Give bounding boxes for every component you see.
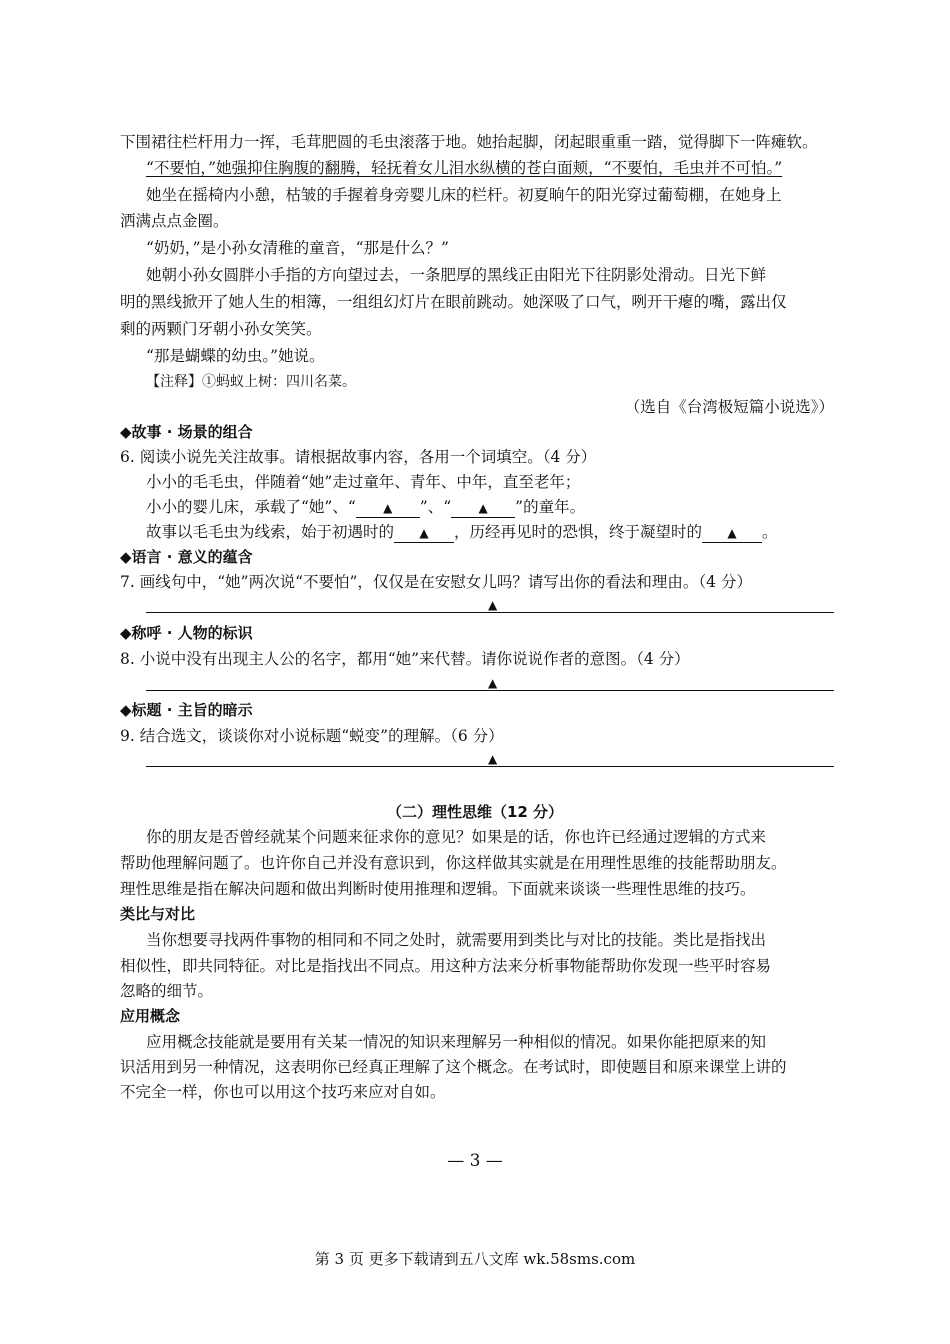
fill-blank[interactable]: ▲ — [394, 524, 454, 543]
underlined-sentence: “不要怕，”她强抑住胸腹的翻腾，轻抚着女儿泪水纵横的苍白面颊，“不要怕，毛虫并不可怕。” — [146, 159, 783, 177]
answer-line[interactable] — [146, 612, 834, 613]
story-paragraph-line: 下围裙往栏杆用力一挥，毛茸肥圆的毛虫滚落于地。她抬起脚，闭起眼重重一踏，觉得脚下一阵瘫软。 — [120, 133, 818, 151]
page-number: — 3 — — [447, 1151, 503, 1171]
subheading-concept: 应用概念 — [120, 1007, 181, 1025]
story-paragraph-line: 她朝小孙女圆胖小手指的方向望过去，一条肥厚的黑线正由阳光下往阴影处滑动。日光下鲜 — [146, 266, 767, 284]
question-9: 9. 结合选文，谈谈你对小说标题“蜕变”的理解。（6 分） — [120, 727, 504, 745]
fill-blank[interactable]: ▲ — [451, 499, 515, 518]
section-heading-language: ◆语言 · 意义的蕴含 — [120, 548, 253, 566]
fill-blank[interactable]: ▲ — [356, 499, 420, 518]
section-heading-naming: ◆称呼 · 人物的标识 — [120, 624, 253, 642]
story-paragraph-line: “那是蝴蝶的幼虫。”她说。 — [146, 347, 325, 365]
source-citation: （选自《台湾极短篇小说选》） — [624, 398, 834, 416]
question-6-text: ”的童年。 — [515, 498, 586, 516]
intro-paragraph-line: 理性思维是指在解决问题和做出判断时使用推理和逻辑。下面就来谈谈一些理性思维的技巧。 — [120, 880, 756, 898]
question-6-text: ，历经再见时的恐惧，终于凝望时的 — [454, 523, 703, 541]
answer-marker: ▲ — [488, 752, 498, 766]
question-6-line-3 — [146, 521, 778, 543]
answer-marker: ▲ — [488, 598, 498, 612]
question-6-text: ”、“ — [419, 498, 452, 516]
question-6-line-1: 小小的毛毛虫，伴随着“她”走过童年、青年、中年，直至老年； — [146, 473, 581, 491]
question-6-line-2 — [146, 496, 585, 518]
section-heading-story: ◆故事 · 场景的组合 — [120, 423, 253, 441]
question-7: 7. 画线句中，“她”两次说“不要怕”，仅仅是在安慰女儿吗？请写出你的看法和理由。（4 分） — [120, 573, 752, 591]
story-paragraph-line: 明的黑线掀开了她人生的相簿，一组组幻灯片在眼前跳动。她深吸了口气，咧开干瘪的嘴，露出仅 — [120, 293, 787, 311]
story-paragraph-line: 剩的两颗门牙朝小孙女笑笑。 — [120, 320, 322, 338]
concept-paragraph-line: 应用概念技能就是要用有关某一情况的知识来理解另一种相似的情况。如果你能把原来的知 — [146, 1033, 767, 1051]
annotation-note: 【注释】①蚂蚁上树：四川名菜。 — [146, 374, 356, 390]
analogy-paragraph-line: 相似性，即共同特征。对比是指找出不同点。用这种方法来分析事物能帮助你发现一些平时容易 — [120, 957, 772, 975]
intro-paragraph-line: 你的朋友是否曾经就某个问题来征求你的意见？如果是的话，你也许已经通过逻辑的方式来 — [146, 828, 767, 846]
analogy-paragraph-line: 当你想要寻找两件事物的相同和不同之处时，就需要用到类比与对比的技能。类比是指找出 — [146, 931, 767, 949]
question-6-text: 。 — [762, 523, 778, 541]
intro-paragraph-line: 帮助他理解问题了。也许你自己并没有意识到，你这样做其实就是在用理性思维的技能帮助朋友。 — [120, 854, 787, 872]
story-paragraph-line: 洒满点点金圈。 — [120, 212, 229, 230]
concept-paragraph-line: 不完全一样，你也可以用这个技巧来应对自如。 — [120, 1083, 446, 1101]
story-paragraph-line: “奶奶，”是小孙女清稚的童音，“那是什么？” — [146, 239, 449, 257]
section-title: （二）理性思维（12 分） — [386, 803, 564, 821]
answer-line[interactable] — [146, 690, 834, 691]
answer-marker: ▲ — [488, 676, 498, 690]
section-heading-title: ◆标题 · 主旨的暗示 — [120, 701, 253, 719]
question-8: 8. 小说中没有出现主人公的名字，都用“她”来代替。请你说说作者的意图。（4 分） — [120, 650, 690, 668]
download-watermark: 第 3 页 更多下载请到五八文库 wk.58sms.com — [314, 1250, 636, 1268]
analogy-paragraph-line: 忽略的细节。 — [120, 982, 214, 1000]
question-6-text: 故事以毛毛虫为线索，始于初遇时的 — [146, 523, 395, 541]
fill-blank[interactable]: ▲ — [702, 524, 762, 543]
question-6-text: 小小的婴儿床，承载了“她”、“ — [146, 498, 356, 516]
answer-line[interactable] — [146, 766, 834, 767]
question-6: 6. 阅读小说先关注故事。请根据故事内容，各用一个词填空。（4 分） — [120, 448, 597, 466]
subheading-analogy: 类比与对比 — [120, 905, 196, 923]
concept-paragraph-line: 识活用到另一种情况，这表明你已经真正理解了这个概念。在考试时，即使题目和原来课堂上讲的 — [120, 1058, 787, 1076]
story-paragraph-line: 她坐在摇椅内小憩，枯皱的手握着身旁婴儿床的栏杆。初夏晌午的阳光穿过葡萄棚，在她身上 — [146, 186, 782, 204]
